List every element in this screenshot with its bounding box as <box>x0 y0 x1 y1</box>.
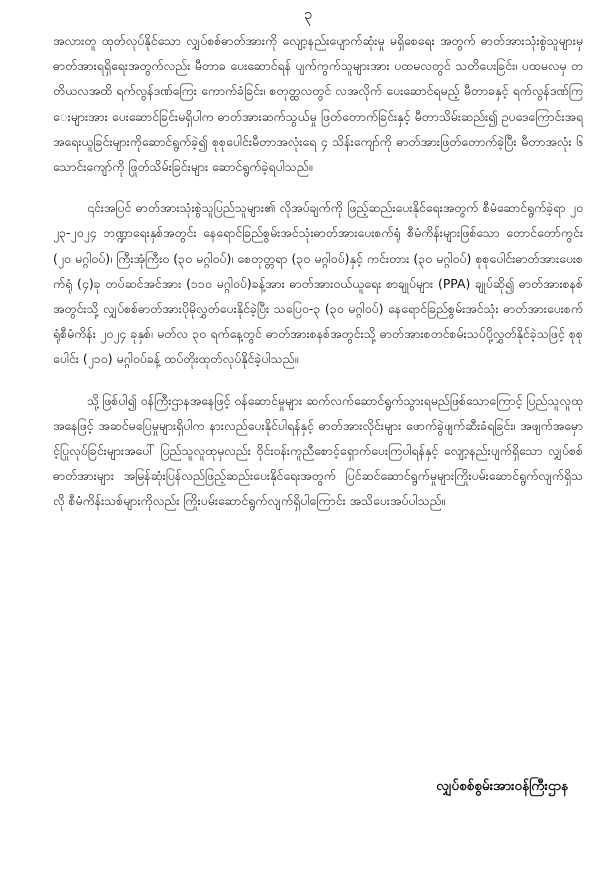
paragraph-electricity-loss: အလားတူ ထုတ်လုပ်နိုင်သော လျှပ်စစ်ဓာတ်အားကို လျော့နည်းပျောက်ဆုံးမှု မရှိစေရေး အတွက် ဓာတ်အားသုံးစွဲသူများမှ ဓာတ်အားရရှိရေးအတွက်လည်း မီတာခ ပေးဆောင်ရန် ပျက်ကွက်သူများအား ပထမလတွင် သတိပေးခြင်း၊ ပထမလမှ တတိယလအထိ ရက်လွန်ဒဏ်ကြေး ကောက်ခံခြင်း၊ စတုတ္ထလတွင် လအလိုက် ပေးဆောင်ရမည့် မီတာခနှင့် ရက်လွန်ဒဏ်ကြေးများအား ပေးဆောင်ခြင်းမရှိပါက ဓာတ်အားဆက်သွယ်မှု ဖြတ်တောက်ခြင်းနှင့် မီတာသိမ်းဆည်း၍ ဥပဒေကြောင်းအရ အရေးယူခြင်းများကိုဆောင်ရွက်ခဲ့၍ စုစုပေါင်းမီတာအလုံးရေ ၄ သိန်းကျော်ကို ဓာတ်အားဖြတ်တောက်ခဲ့ပြီး မီတာအလုံး ၆ သောင်းကျော်ကို ဖြုတ်သိမ်းခြင်းများ ဆောင်ရွက်ခဲ့ရပါသည်။ <box>53 33 583 175</box>
page-number: ၃ <box>303 5 313 23</box>
paragraph-public-notice: သို့ဖြစ်ပါ၍ ဝန်ကြီးဌာနအနေဖြင့် ဝန်ဆောင်မှုများ ဆက်လက်ဆောင်ရွက်သွားရမည်ဖြစ်သောကြောင့် ပြည်သူလူထုအနေဖြင့် အဆင်မပြေမှုများရှိပါက နားလည်ပေးနိုင်ပါရန်နှင့် ဓာတ်အားလိုင်းများ ဖောက်ခွဲဖျက်ဆီးခံရခြင်း၊ အဖျက်အမှောင့်ပြုလုပ်ခြင်းများအပေါ် ပြည်သူလူထုမှလည်း ဝိုင်းဝန်းကူညီစောင့်ရှောက်ပေးကြပါရန်နှင့် လျော့နည်းပျက်ရှိသော လျှပ်စစ်ဓာတ်အားများ အမြန်ဆုံးပြန်လည်ဖြည့်ဆည်းပေးနိုင်ရေးအတွက် ပြင်ဆင်ဆောင်ရွက်မှုများကြိုးပမ်းဆောင်ရွက်လျက်ရှိသလို စီမံကိန်းသစ်များကိုလည်း ကြိုးပမ်းဆောင်ရွက်လျက်ရှိပါကြောင်း အသိပေးအပ်ပါသည်။ <box>53 392 584 509</box>
paragraph-solar-projects: ၎င်းအပြင် ဓာတ်အားသုံးစွဲသူပြည်သူများ၏ လိုအပ်ချက်ကို ဖြည့်ဆည်းပေးနိုင်ရေးအတွက် စီမံဆောင်ရွက်ခဲ့ရာ ၂၀၂၃-၂၀၂၄ ဘဏ္ဍာရေးနှစ်အတွင်း နေရောင်ခြည်စွမ်းအင်သုံးဓာတ်အားပေးစက်ရုံ စီမံကိန်းများဖြစ်သော တောင်တော်ကွင်း (၂၀ မဂ္ဂါဝပ်)၊ ကြီးအုံကြီး၀ (၃၀ မဂ္ဂါဝပ်)၊ စေတုတ္တရာ (၃၀ မဂ္ဂါဝပ်)နှင့် ကင်းတား (၃၀ မဂ္ဂါဝပ်) စုစုပေါင်းဓာတ်အားပေးစက်ရုံ (၄)ခု တပ်ဆင်အင်အား (၁၁၀ မဂ္ဂါဝပ်)ခန့်အား ဓာတ်အားဝယ်ယူရေး စာချုပ်များ (PPA) ချုပ်ဆို၍ ဓာတ်အားစနစ်အတွင်းသို့ လျှပ်စစ်ဓာတ်အားပိုမိုလွှတ်ပေးနိုင်ခဲ့ပြီး သပြေ၀-၃ (၃၀ မဂ္ဂါဝပ်) နေရောင်ခြည်စွမ်းအင်သုံး ဓာတ်အားပေးစက်ရုံစီမံကိန်း ၂၀၂၄ ခုနှစ်၊ မတ်လ ၃၀ ရက်နေ့တွင် ဓာတ်အားစနစ်အတွင်းသို့ ဓာတ်အားစတင်စမ်းသပ်ပို့လွှတ်နိုင်ခဲ့သဖြင့် စုစုပေါင်း (၂၁၀) မဂ္ဂါဝပ်ခန့် ထပ်တိုးထုတ်လုပ်နိုင်ခဲ့ပါသည်။ <box>53 200 583 367</box>
document-body <box>53 28 583 530</box>
ministry-signature: လျှပ်စစ်စွမ်းအားဝန်ကြီးဌာန <box>436 778 568 794</box>
